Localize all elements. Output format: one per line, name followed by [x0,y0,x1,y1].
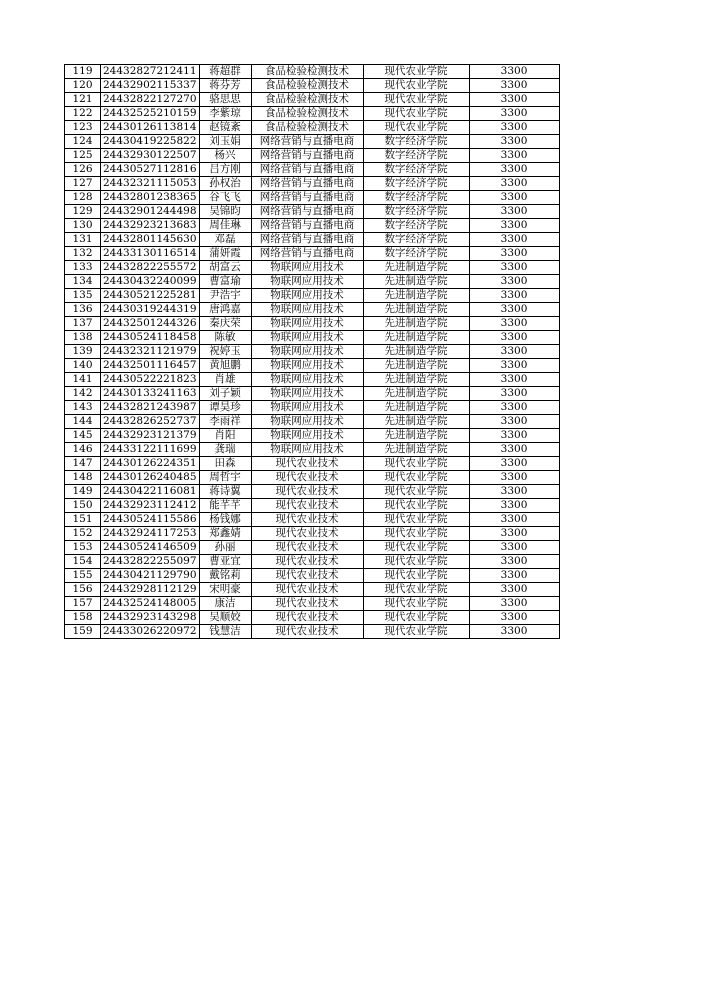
row-number-cell: 153 [65,541,101,555]
student-id-cell: 24432801238365 [101,191,200,205]
college-cell: 先进制造学院 [363,429,469,443]
table-row [65,401,560,415]
table-row [65,107,560,121]
table-row [65,457,560,471]
student-name-cell: 戴铭莉 [199,569,251,583]
major-cell: 现代农业技术 [251,471,363,485]
amount-cell: 3300 [469,401,559,415]
major-cell: 物联网应用技术 [251,373,363,387]
table-row [65,611,560,625]
row-number-cell: 151 [65,513,101,527]
student-name-cell: 蒋芬芳 [199,79,251,93]
amount-cell: 3300 [469,387,559,401]
roster-body [65,65,560,639]
amount-cell: 3300 [469,191,559,205]
student-name-cell: 尹浩宇 [199,289,251,303]
college-cell: 现代农业学院 [363,583,469,597]
major-cell: 网络营销与直播电商 [251,247,363,261]
amount-cell: 3300 [469,457,559,471]
major-cell: 物联网应用技术 [251,359,363,373]
major-cell: 现代农业技术 [251,513,363,527]
major-cell: 物联网应用技术 [251,261,363,275]
student-roster-table [64,64,560,639]
major-cell: 物联网应用技术 [251,303,363,317]
student-id-cell: 24430522221823 [101,373,200,387]
major-cell: 网络营销与直播电商 [251,135,363,149]
college-cell: 现代农业学院 [363,457,469,471]
table-row [65,569,560,583]
college-cell: 数字经济学院 [363,191,469,205]
row-number-cell: 143 [65,401,101,415]
student-id-cell: 24432321115053 [101,177,200,191]
college-cell: 现代农业学院 [363,555,469,569]
major-cell: 现代农业技术 [251,541,363,555]
student-name-cell: 吕方刚 [199,163,251,177]
student-id-cell: 24432923213683 [101,219,200,233]
student-name-cell: 骆思思 [199,93,251,107]
amount-cell: 3300 [469,135,559,149]
major-cell: 现代农业技术 [251,625,363,639]
row-number-cell: 139 [65,345,101,359]
major-cell: 现代农业技术 [251,569,363,583]
table-row [65,261,560,275]
college-cell: 先进制造学院 [363,275,469,289]
major-cell: 食品检验检测技术 [251,121,363,135]
row-number-cell: 159 [65,625,101,639]
major-cell: 物联网应用技术 [251,331,363,345]
student-id-cell: 24430421129790 [101,569,200,583]
college-cell: 现代农业学院 [363,597,469,611]
student-name-cell: 杨兴 [199,149,251,163]
row-number-cell: 147 [65,457,101,471]
table-row [65,583,560,597]
student-name-cell: 曹亚宜 [199,555,251,569]
major-cell: 网络营销与直播电商 [251,163,363,177]
row-number-cell: 156 [65,583,101,597]
college-cell: 数字经济学院 [363,163,469,177]
student-id-cell: 24433122111699 [101,443,200,457]
amount-cell: 3300 [469,429,559,443]
college-cell: 数字经济学院 [363,219,469,233]
amount-cell: 3300 [469,289,559,303]
student-id-cell: 24430126224351 [101,457,200,471]
row-number-cell: 144 [65,415,101,429]
student-name-cell: 黄旭鹏 [199,359,251,373]
table-row [65,485,560,499]
major-cell: 网络营销与直播电商 [251,205,363,219]
major-cell: 物联网应用技术 [251,443,363,457]
college-cell: 数字经济学院 [363,149,469,163]
student-name-cell: 田森 [199,457,251,471]
student-name-cell: 谭昊珍 [199,401,251,415]
row-number-cell: 145 [65,429,101,443]
student-name-cell: 邓磊 [199,233,251,247]
row-number-cell: 126 [65,163,101,177]
row-number-cell: 158 [65,611,101,625]
student-name-cell: 曹富瑜 [199,275,251,289]
college-cell: 先进制造学院 [363,373,469,387]
college-cell: 先进制造学院 [363,443,469,457]
table-row [65,65,560,79]
table-row [65,135,560,149]
college-cell: 先进制造学院 [363,289,469,303]
student-id-cell: 24432928112129 [101,583,200,597]
student-name-cell: 蒋超群 [199,65,251,79]
major-cell: 现代农业技术 [251,597,363,611]
student-name-cell: 刘子颖 [199,387,251,401]
student-id-cell: 24430527112816 [101,163,200,177]
table-row [65,471,560,485]
student-name-cell: 郑鑫婧 [199,527,251,541]
student-id-cell: 24432501116457 [101,359,200,373]
student-id-cell: 24433026220972 [101,625,200,639]
student-name-cell: 龚瑞 [199,443,251,457]
student-name-cell: 能芊芊 [199,499,251,513]
major-cell: 物联网应用技术 [251,387,363,401]
student-name-cell: 秦庆荣 [199,317,251,331]
student-id-cell: 24430126240485 [101,471,200,485]
table-row [65,415,560,429]
row-number-cell: 150 [65,499,101,513]
student-id-cell: 24432821243987 [101,401,200,415]
row-number-cell: 122 [65,107,101,121]
table-row [65,233,560,247]
college-cell: 现代农业学院 [363,499,469,513]
amount-cell: 3300 [469,555,559,569]
row-number-cell: 154 [65,555,101,569]
student-id-cell: 24432501244326 [101,317,200,331]
major-cell: 网络营销与直播电商 [251,191,363,205]
college-cell: 先进制造学院 [363,317,469,331]
major-cell: 现代农业技术 [251,555,363,569]
student-name-cell: 蒋诗翼 [199,485,251,499]
student-name-cell: 吴锦昀 [199,205,251,219]
student-id-cell: 24430524146509 [101,541,200,555]
row-number-cell: 157 [65,597,101,611]
student-id-cell: 24432525210159 [101,107,200,121]
table-row [65,359,560,373]
amount-cell: 3300 [469,359,559,373]
student-id-cell: 24433130116514 [101,247,200,261]
major-cell: 现代农业技术 [251,611,363,625]
student-id-cell: 24430319244319 [101,303,200,317]
row-number-cell: 135 [65,289,101,303]
row-number-cell: 129 [65,205,101,219]
table-row [65,93,560,107]
major-cell: 物联网应用技术 [251,289,363,303]
college-cell: 先进制造学院 [363,415,469,429]
amount-cell: 3300 [469,247,559,261]
row-number-cell: 132 [65,247,101,261]
college-cell: 数字经济学院 [363,135,469,149]
amount-cell: 3300 [469,569,559,583]
row-number-cell: 155 [65,569,101,583]
amount-cell: 3300 [469,303,559,317]
student-id-cell: 24430521225281 [101,289,200,303]
table-row [65,499,560,513]
row-number-cell: 149 [65,485,101,499]
amount-cell: 3300 [469,275,559,289]
student-name-cell: 康洁 [199,597,251,611]
amount-cell: 3300 [469,625,559,639]
major-cell: 物联网应用技术 [251,317,363,331]
college-cell: 现代农业学院 [363,121,469,135]
row-number-cell: 136 [65,303,101,317]
table-row [65,205,560,219]
college-cell: 数字经济学院 [363,205,469,219]
table-row [65,275,560,289]
table-row [65,387,560,401]
student-name-cell: 李紫琼 [199,107,251,121]
amount-cell: 3300 [469,149,559,163]
major-cell: 网络营销与直播电商 [251,149,363,163]
student-id-cell: 24430524115586 [101,513,200,527]
amount-cell: 3300 [469,415,559,429]
amount-cell: 3300 [469,597,559,611]
student-name-cell: 唐鸿嘉 [199,303,251,317]
amount-cell: 3300 [469,205,559,219]
row-number-cell: 140 [65,359,101,373]
student-id-cell: 24430126113814 [101,121,200,135]
student-name-cell: 宋明豪 [199,583,251,597]
student-name-cell: 钱慧洁 [199,625,251,639]
college-cell: 现代农业学院 [363,611,469,625]
table-row [65,79,560,93]
college-cell: 先进制造学院 [363,303,469,317]
table-row [65,331,560,345]
amount-cell: 3300 [469,443,559,457]
major-cell: 现代农业技术 [251,457,363,471]
amount-cell: 3300 [469,261,559,275]
major-cell: 物联网应用技术 [251,415,363,429]
row-number-cell: 141 [65,373,101,387]
amount-cell: 3300 [469,233,559,247]
major-cell: 物联网应用技术 [251,275,363,289]
amount-cell: 3300 [469,345,559,359]
student-id-cell: 24430133241163 [101,387,200,401]
major-cell: 食品检验检测技术 [251,65,363,79]
amount-cell: 3300 [469,219,559,233]
table-row [65,289,560,303]
student-name-cell: 孙丽 [199,541,251,555]
student-id-cell: 24430422116081 [101,485,200,499]
amount-cell: 3300 [469,65,559,79]
row-number-cell: 128 [65,191,101,205]
row-number-cell: 131 [65,233,101,247]
row-number-cell: 127 [65,177,101,191]
student-name-cell: 谷飞飞 [199,191,251,205]
amount-cell: 3300 [469,527,559,541]
major-cell: 现代农业技术 [251,527,363,541]
student-name-cell: 李雨祥 [199,415,251,429]
table-row [65,625,560,639]
student-id-cell: 24430432240099 [101,275,200,289]
major-cell: 网络营销与直播电商 [251,219,363,233]
major-cell: 现代农业技术 [251,499,363,513]
student-id-cell: 24432923112412 [101,499,200,513]
college-cell: 现代农业学院 [363,471,469,485]
college-cell: 先进制造学院 [363,401,469,415]
college-cell: 现代农业学院 [363,485,469,499]
college-cell: 现代农业学院 [363,513,469,527]
table-row [65,303,560,317]
table-row [65,429,560,443]
student-name-cell: 胡富云 [199,261,251,275]
student-id-cell: 24432321121979 [101,345,200,359]
student-name-cell: 吴顺姣 [199,611,251,625]
student-name-cell: 肖雄 [199,373,251,387]
student-id-cell: 24432801145630 [101,233,200,247]
major-cell: 现代农业技术 [251,583,363,597]
row-number-cell: 152 [65,527,101,541]
major-cell: 食品检验检测技术 [251,107,363,121]
student-id-cell: 24432902115337 [101,79,200,93]
row-number-cell: 133 [65,261,101,275]
table-row [65,527,560,541]
table-row [65,317,560,331]
student-id-cell: 24430419225822 [101,135,200,149]
amount-cell: 3300 [469,373,559,387]
major-cell: 食品检验检测技术 [251,79,363,93]
student-id-cell: 24432826252737 [101,415,200,429]
amount-cell: 3300 [469,121,559,135]
college-cell: 数字经济学院 [363,247,469,261]
student-name-cell: 肖阳 [199,429,251,443]
amount-cell: 3300 [469,163,559,177]
college-cell: 现代农业学院 [363,625,469,639]
amount-cell: 3300 [469,79,559,93]
college-cell: 现代农业学院 [363,541,469,555]
row-number-cell: 148 [65,471,101,485]
student-name-cell: 周佳琳 [199,219,251,233]
major-cell: 现代农业技术 [251,485,363,499]
college-cell: 现代农业学院 [363,527,469,541]
table-row [65,373,560,387]
table-row [65,163,560,177]
college-cell: 先进制造学院 [363,345,469,359]
major-cell: 物联网应用技术 [251,429,363,443]
row-number-cell: 130 [65,219,101,233]
student-id-cell: 24432822127270 [101,93,200,107]
student-id-cell: 24432923121379 [101,429,200,443]
amount-cell: 3300 [469,513,559,527]
major-cell: 网络营销与直播电商 [251,233,363,247]
row-number-cell: 146 [65,443,101,457]
amount-cell: 3300 [469,107,559,121]
student-name-cell: 杨钱娜 [199,513,251,527]
student-name-cell: 赵镜紊 [199,121,251,135]
college-cell: 先进制造学院 [363,359,469,373]
table-row [65,555,560,569]
table-row [65,247,560,261]
row-number-cell: 138 [65,331,101,345]
row-number-cell: 125 [65,149,101,163]
row-number-cell: 124 [65,135,101,149]
table-row [65,121,560,135]
row-number-cell: 123 [65,121,101,135]
amount-cell: 3300 [469,485,559,499]
college-cell: 先进制造学院 [363,387,469,401]
table-row [65,191,560,205]
student-name-cell: 周哲宇 [199,471,251,485]
college-cell: 现代农业学院 [363,107,469,121]
college-cell: 先进制造学院 [363,331,469,345]
table-row [65,513,560,527]
table-row [65,541,560,555]
amount-cell: 3300 [469,177,559,191]
table-row [65,597,560,611]
college-cell: 数字经济学院 [363,177,469,191]
major-cell: 食品检验检测技术 [251,93,363,107]
college-cell: 现代农业学院 [363,93,469,107]
student-id-cell: 24432930122507 [101,149,200,163]
college-cell: 现代农业学院 [363,569,469,583]
table-row [65,345,560,359]
student-name-cell: 刘玉娟 [199,135,251,149]
row-number-cell: 137 [65,317,101,331]
amount-cell: 3300 [469,93,559,107]
student-id-cell: 24432827212411 [101,65,200,79]
table-row [65,149,560,163]
major-cell: 物联网应用技术 [251,401,363,415]
college-cell: 现代农业学院 [363,79,469,93]
student-name-cell: 祝婷玉 [199,345,251,359]
college-cell: 现代农业学院 [363,65,469,79]
student-id-cell: 24432524148005 [101,597,200,611]
amount-cell: 3300 [469,541,559,555]
college-cell: 数字经济学院 [363,233,469,247]
college-cell: 先进制造学院 [363,261,469,275]
row-number-cell: 119 [65,65,101,79]
amount-cell: 3300 [469,611,559,625]
major-cell: 网络营销与直播电商 [251,177,363,191]
table-row [65,219,560,233]
amount-cell: 3300 [469,317,559,331]
row-number-cell: 120 [65,79,101,93]
student-name-cell: 陈敏 [199,331,251,345]
amount-cell: 3300 [469,583,559,597]
student-id-cell: 24430524118458 [101,331,200,345]
student-name-cell: 蒲妍霞 [199,247,251,261]
student-id-cell: 24432901244498 [101,205,200,219]
table-row [65,443,560,457]
amount-cell: 3300 [469,471,559,485]
student-id-cell: 24432822255097 [101,555,200,569]
major-cell: 物联网应用技术 [251,345,363,359]
table-row [65,177,560,191]
student-name-cell: 孙权治 [199,177,251,191]
amount-cell: 3300 [469,331,559,345]
row-number-cell: 121 [65,93,101,107]
student-id-cell: 24432923143298 [101,611,200,625]
amount-cell: 3300 [469,499,559,513]
row-number-cell: 142 [65,387,101,401]
row-number-cell: 134 [65,275,101,289]
student-id-cell: 24432924117253 [101,527,200,541]
student-id-cell: 24432822255572 [101,261,200,275]
